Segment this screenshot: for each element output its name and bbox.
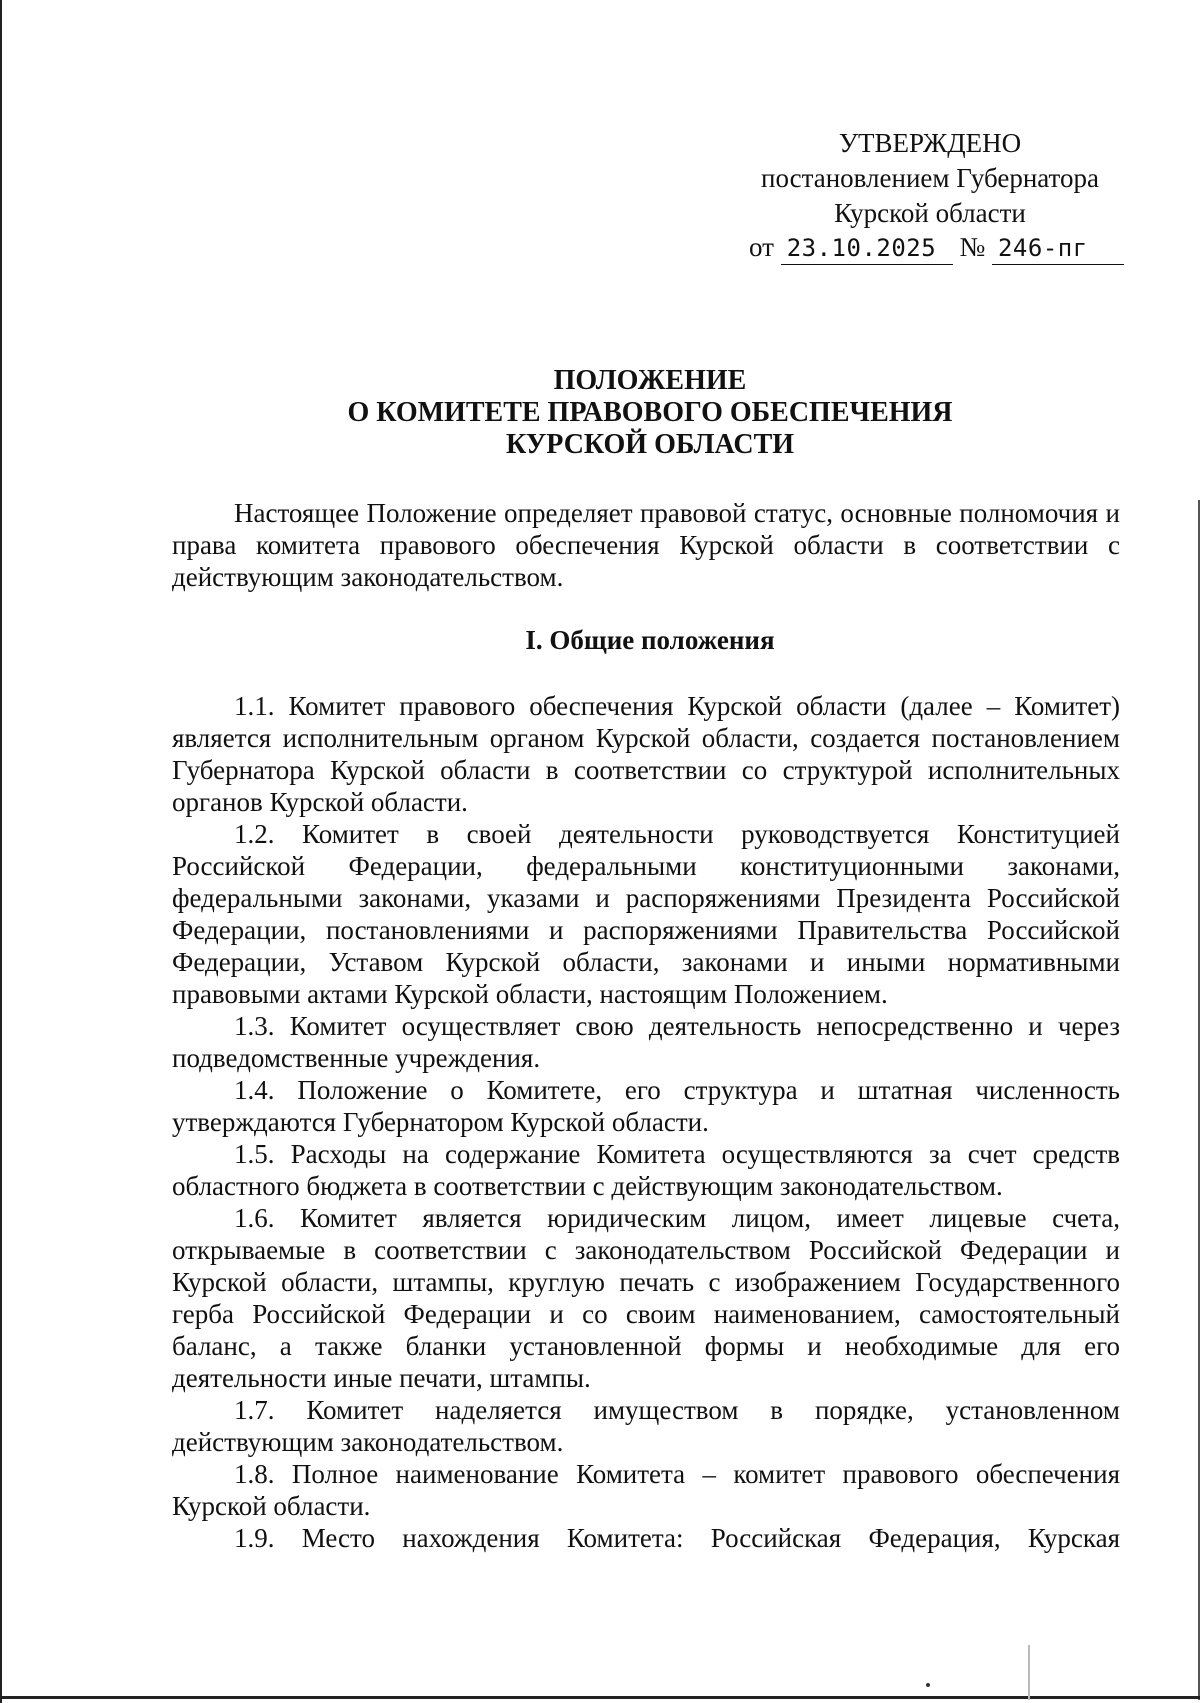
clauses-block bbox=[172, 690, 1120, 1554]
approval-stamp-block bbox=[740, 126, 1120, 231]
document-title bbox=[160, 365, 1140, 461]
section-heading: I. Общие положения bbox=[525, 625, 775, 655]
clause-1-9: 1.9. Место нахождения Комитета: Российская Федерация, Курская bbox=[234, 1523, 1120, 1553]
clause-1-7: 1.7. Комитет наделяется имуществом в порядке, установленном действующим законодательством. bbox=[172, 1395, 1120, 1457]
approval-date-line bbox=[749, 232, 1124, 265]
intro-paragraph-block bbox=[172, 497, 1120, 593]
clause-1-3: 1.3. Комитет осуществляет свою деятельность непосредственно и через подведомственные учреждения. bbox=[172, 1011, 1120, 1073]
clause-1-8: 1.8. Полное наименование Комитета – комитет правового обеспечения Курской области. bbox=[172, 1459, 1120, 1521]
clause-1-6: 1.6. Комитет является юридическим лицом, имеет лицевые счета, открываемые в соответствии с законодательством Российской Федерации и Курской области, штампы, круглую печать с изображением Государственного герба Российской Федерации и со своим наименованием, самостоятельный баланс, а также бланки установленной формы и необходимые для его деятельности иные печати, штампы. bbox=[172, 1203, 1120, 1393]
intro-paragraph: Настоящее Положение определяет правовой статус, основные полномочия и права комитета правового обеспечения Курской области в соответствии с действующим законодательством. bbox=[172, 498, 1120, 592]
approval-number-label: № bbox=[959, 232, 986, 262]
title-line-2: О КОМИТЕТЕ ПРАВОВОГО ОБЕСПЕЧЕНИЯ bbox=[347, 397, 953, 428]
approval-from-label: от bbox=[749, 232, 774, 262]
approval-region: Курской области bbox=[834, 198, 1026, 228]
approval-issuer: постановлением Губернатора bbox=[761, 163, 1099, 193]
approval-number: 246-пг bbox=[992, 234, 1124, 265]
scan-artifact-mark bbox=[1028, 1645, 1030, 1700]
approval-date: 23.10.2025 bbox=[781, 234, 953, 265]
scan-edge-bottom bbox=[0, 1696, 1200, 1699]
clause-1-5: 1.5. Расходы на содержание Комитета осуществляются за счет средств областного бюджета в соответствии с действующим законодательством. bbox=[172, 1139, 1120, 1201]
clause-1-1: 1.1. Комитет правового обеспечения Курской области (далее – Комитет) является исполнительным органом Курской области, создается постановлением Губернатора Курской области в соответствии со структурой исполнительных органов Курской области. bbox=[172, 691, 1120, 817]
scan-artifact-dot bbox=[926, 1683, 930, 1687]
clause-1-4: 1.4. Положение о Комитете, его структура и штатная численность утверждаются Губернатором Курской области. bbox=[172, 1075, 1120, 1137]
title-line-3: КУРСКОЙ ОБЛАСТИ bbox=[505, 429, 795, 460]
title-line-1: ПОЛОЖЕНИЕ bbox=[553, 365, 747, 396]
scan-edge-left bbox=[0, 0, 2, 1703]
clause-1-2: 1.2. Комитет в своей деятельности руководствуется Конституцией Российской Федерации, федеральными конституционными законами, федеральными законами, указами и распоряжениями Президента Российской Федерации, постановлениями и распоряжениями Правительства Российской Федерации, Уставом Курской области, законами и иными нормативными правовыми актами Курской области, настоящим Положением. bbox=[172, 819, 1120, 1009]
approval-heading: УТВЕРЖДЕНО bbox=[838, 128, 1022, 158]
